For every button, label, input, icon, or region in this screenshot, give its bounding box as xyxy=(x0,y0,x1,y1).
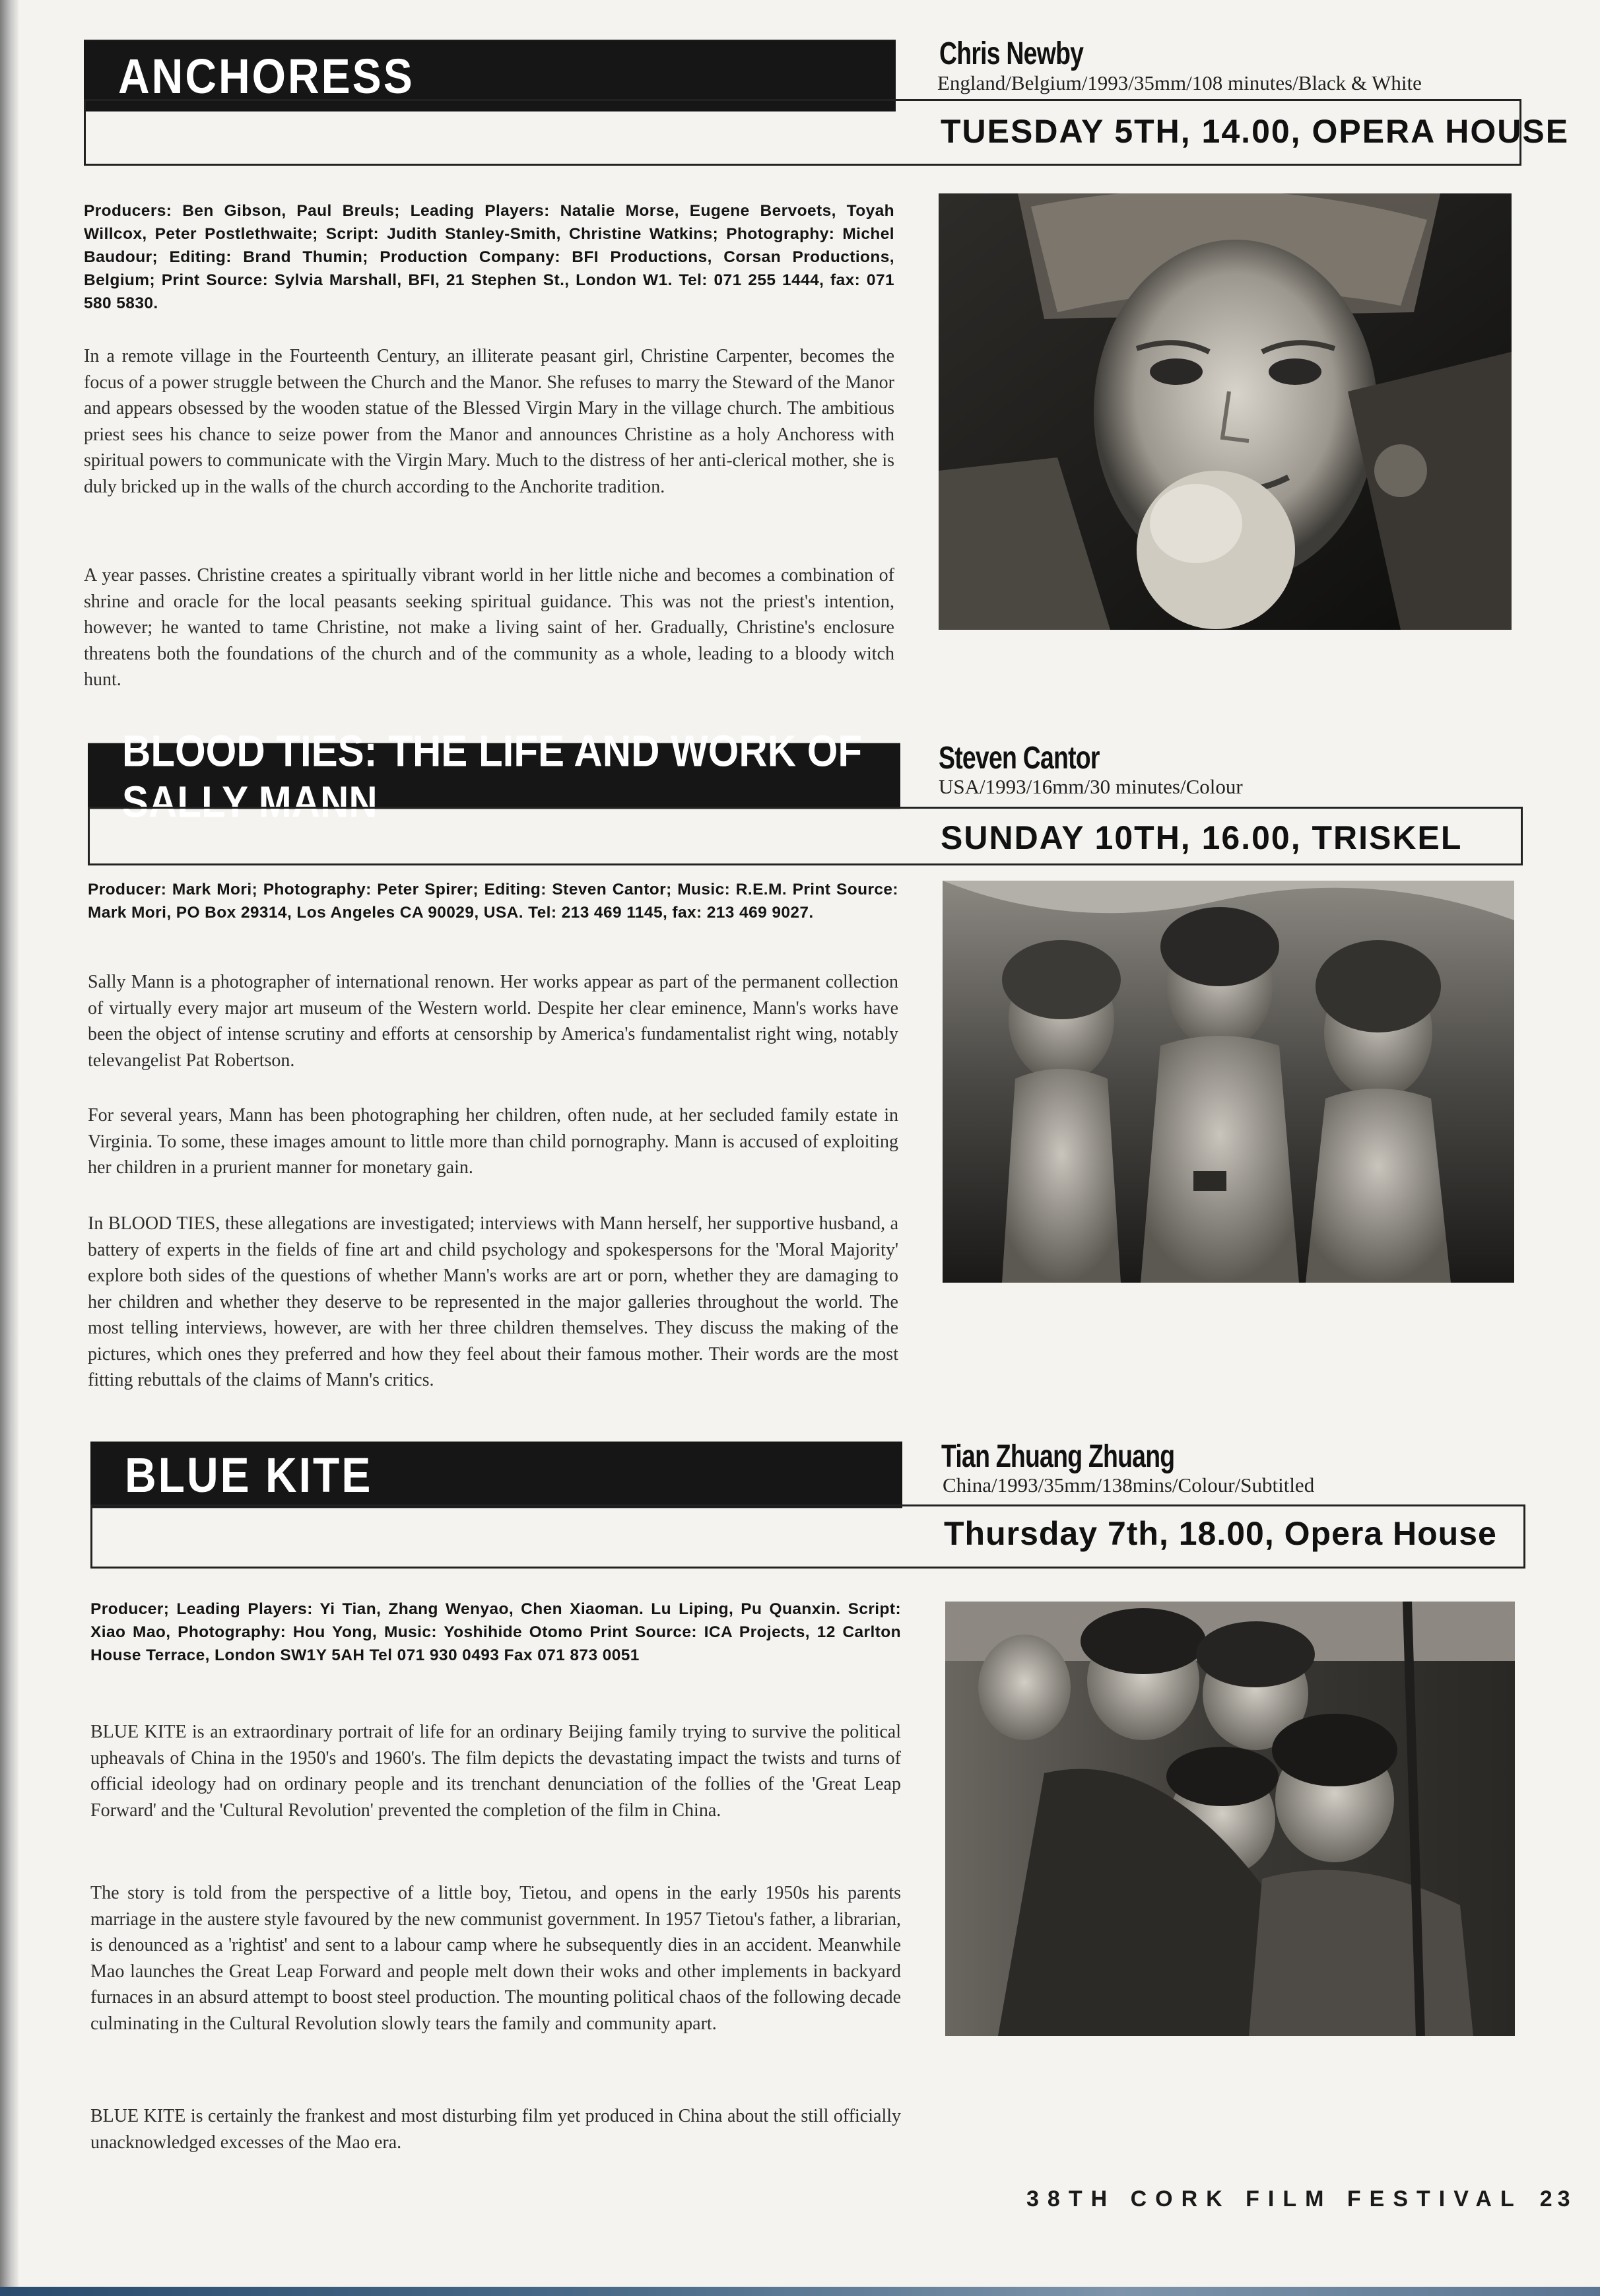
synopsis-paragraph: For several years, Mann has been photographing her children, often nude, at her secluded family estate in Virginia. To some, these images amount to little more than child pornography. Mann is accused of exploiting her children in a prurient manner for monetary gain. xyxy=(88,1105,898,1178)
festival-name: 38TH CORK FILM FESTIVAL xyxy=(1026,2186,1523,2212)
synopsis-paragraph: In BLOOD TIES, these allegations are investigated; interviews with Mann herself, her supportive husband, a battery of experts in the fields of fine art and child psychology and spokespersons for the 'Moral Majority' explore both sides of the questions of whether Mann's works are art or porn, whether they are damaging to her children and whether they deserve to be represented in the major galleries throughout the world. The most telling interviews, however, are with her three children themselves. They discuss the making of the pictures, which ones they preferred and how they feel about their famous mother. Their words are the most fitting rebuttals of the claims of Mann's critics. xyxy=(88,1213,898,1390)
screening-info: SUNDAY 10TH, 16.00, TRISKEL xyxy=(941,819,1463,856)
synopsis-paragraph: BLUE KITE is an extraordinary portrait of life for an ordinary Beijing family trying to survive the political upheavals of China in the 1950's and 1960's. The film depicts the devastating impact the twists and turns of official ideology had on ordinary people and its trenchant denunciation of the follies of the 'Great Leap Forward' and the 'Cultural Revolution' prevented the completion of the film in China. xyxy=(90,1722,901,1821)
film-details: USA/1993/16mm/30 minutes/Colour xyxy=(939,775,1243,798)
film-details: China/1993/35mm/138mins/Colour/Subtitled xyxy=(943,1473,1315,1497)
film-title-bar xyxy=(88,726,900,827)
film-title: ANCHORESS xyxy=(118,48,415,103)
film-director: Steven Cantor xyxy=(939,741,1100,776)
film-still-blue-kite xyxy=(945,1602,1515,2036)
scan-edge xyxy=(0,2287,1600,2296)
page-footer xyxy=(1026,2186,1576,2212)
synopsis-paragraph: Sally Mann is a photographer of international renown. Her works appear as part of the permanent collection of virtually every major art museum of the Western world. Despite her clear eminence, Mann's works have been the object of intense scrutiny and efforts at censorship by America's fundamentalist right wing, notably televangelist Pat Robertson. xyxy=(88,972,898,1071)
synopsis-paragraph: The story is told from the perspective of a little boy, Tietou, and opens in the early 1950s his parents marriage in the austere style favoured by the new communist government. In 1957 Tietou's father, a librarian, is denounced as a 'rightist' and sent to a labour camp where he subsequently dies in an accident. Meanwhile Mao launches the Great Leap Forward and people melt down their woks and other implements in backyard furnaces in an absurd attempt to boost steel production. The mounting political chaos of the following decade culminating in the Cultural Revolution slowly tears the family and community apart. xyxy=(90,1883,901,2034)
synopsis-paragraph: A year passes. Christine creates a spiritually vibrant world in her little niche and becomes a combination of shrine and oracle for the local peasants seeking spiritual guidance. This was not the priest's intention, however; he wanted to tame Christine, not make a living saint of her. Gradually, Christine's enclosure threatens both the foundations of the church and of the community as a whole, leading to a bloody witch hunt. xyxy=(84,565,894,690)
synopsis-paragraph: In a remote village in the Fourteenth Century, an illiterate peasant girl, Christine Carpenter, becomes the focus of a power struggle between the Church and the Manor. She refuses to marry the Steward of the Manor and appears obsessed by the wooden statue of the Blessed Virgin Mary in the village church. The ambitious priest sees his chance to seize power from the Manor and announces Christine as a holy Anchoress with spiritual powers to communicate with the Virgin Mary. Much to the distress of her anti-clerical mother, she is duly bricked up in the walls of the church according to the Anchorite tradition. xyxy=(84,346,894,497)
screening-info: TUESDAY 5TH, 14.00, OPERA HOUSE xyxy=(941,113,1570,150)
synopsis-paragraph: BLUE KITE is certainly the frankest and most disturbing film yet produced in China about the still officially unacknowledged excesses of the Mao era. xyxy=(90,2106,901,2153)
screening-info: Thursday 7th, 18.00, Opera House xyxy=(944,1515,1497,1552)
film-details: England/Belgium/1993/35mm/108 minutes/Black & White xyxy=(937,71,1422,94)
film-title: BLOOD TIES: THE LIFE AND WORK OF SALLY MANN xyxy=(122,726,863,827)
film-still-anchoress xyxy=(939,193,1512,630)
film-credits: Producer; Leading Players: Yi Tian, Zhang Wenyao, Chen Xiaoman. Lu Liping, Pu Quanxin. Script: Xiao Mao, Photography: Hou Yong, Music: Yoshihide Otomo Print Source: ICA Projects, 12 Carlton House Terrace, London SW1Y 5AH Tel 071 930 0493 Fax 071 873 0051 xyxy=(90,1600,901,1664)
film-director: Tian Zhuang Zhuang xyxy=(941,1439,1175,1474)
film-title-bar xyxy=(90,1442,902,1508)
film-still-blood-ties xyxy=(943,881,1514,1283)
film-title: BLUE KITE xyxy=(125,1447,373,1503)
film-director: Chris Newby xyxy=(939,36,1084,71)
page-number: 23 xyxy=(1539,2186,1576,2212)
page-binding-edge xyxy=(0,0,18,2296)
film-credits: Producer: Mark Mori; Photography: Peter Spirer; Editing: Steven Cantor; Music: R.E.M. Print Source: Mark Mori, PO Box 29314, Los Angeles CA 90029, USA. Tel: 213 469 1145, fax: 213 469 9027. xyxy=(88,881,898,922)
film-credits: Producers: Ben Gibson, Paul Breuls; Leading Players: Natalie Morse, Eugene Bervoets, Toyah Willcox, Peter Postlethwaite; Script: Judith Stanley-Smith, Christine Watkins; Photography: Michel Baudour; Editing: Brand Thumin; Production Company: BFI Productions, Corsan Productions, Belgium; Print Source: Sylvia Marshall, BFI, 21 Stephen St., London W1. Tel: 071 255 1444, fax: 071 580 5830. xyxy=(84,202,894,312)
